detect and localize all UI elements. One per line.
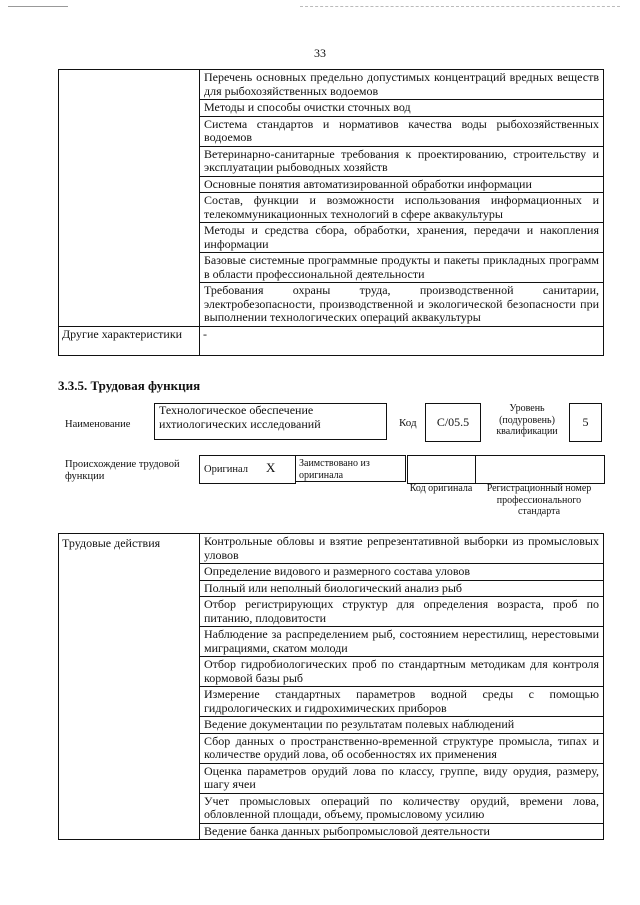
section-title: 3.3.5. Трудовая функция bbox=[58, 378, 201, 393]
labor-action-item: Учет промысловых операций по количеству орудий, времени лова, обловленной площади, объему, промысловому усилию bbox=[200, 794, 603, 824]
labor-action-item: Определение видового и размерного состава уловов bbox=[200, 564, 603, 581]
knowledge-item: Требования охраны труда, производственной санитарии, электробезопасности, производственной и экологической безопасности при выполнении технологических операций аквакультуры bbox=[204, 283, 599, 324]
level-label: Уровень (подуровень) квалификации bbox=[496, 403, 558, 437]
knowledge-items-cell bbox=[200, 70, 604, 327]
original-label: Оригинал bbox=[204, 464, 248, 475]
level-value-box: 5 bbox=[569, 403, 602, 442]
scan-mark bbox=[300, 6, 620, 7]
knowledge-item: Ветеринарно-санитарные требования к проектированию, строительству и эксплуатации рыбоводных хозяйств bbox=[200, 147, 603, 177]
labor-action-item: Отбор регистрирующих структур для определения возраста, проб по питанию, плодовитости bbox=[200, 597, 603, 627]
labor-action-item: Наблюдение за распределением рыб, состоянием нерестилищ, нерестовыми миграциями, скатом молоди bbox=[200, 627, 603, 657]
name-label: Наименование bbox=[65, 419, 131, 430]
knowledge-label-cell bbox=[59, 70, 200, 327]
labor-actions-label: Трудовые действия bbox=[59, 534, 200, 840]
original-code-box bbox=[407, 455, 476, 484]
code-value-box: C/05.5 bbox=[425, 403, 481, 442]
reg-number-caption: Регистрационный номер профессионального стандарта bbox=[486, 483, 592, 517]
borrowed-box: Заимствовано из оригинала bbox=[295, 455, 406, 482]
knowledge-item: Методы и способы очистки сточных вод bbox=[200, 100, 603, 117]
code-label: Код bbox=[399, 417, 417, 429]
page-number: 33 bbox=[314, 46, 326, 60]
original-box bbox=[199, 455, 296, 484]
labor-action-item: Ведение банка данных рыбопромысловой деятельности bbox=[204, 823, 490, 838]
reg-number-box bbox=[475, 455, 605, 484]
knowledge-item: Перечень основных предельно допустимых концентраций вредных веществ для рыбохозяйственных водоемов bbox=[200, 70, 603, 100]
knowledge-table bbox=[58, 69, 604, 356]
original-mark: X bbox=[266, 460, 276, 475]
labor-actions-cell bbox=[200, 534, 604, 840]
labor-action-item: Измерение стандартных параметров водной среды с помощью гидрологических и гидрохимических приборов bbox=[200, 687, 603, 717]
labor-action-item: Ведение документации по результатам полевых наблюдений bbox=[200, 717, 603, 734]
labor-action-item: Контрольные обловы и взятие репрезентативной выборки из промысловых уловов bbox=[200, 534, 603, 564]
original-code-caption: Код оригинала bbox=[409, 483, 473, 494]
other-characteristics-label: Другие характеристики bbox=[59, 326, 200, 355]
knowledge-item: Методы и средства сбора, обработки, хранения, передачи и накопления информации bbox=[200, 223, 603, 253]
labor-action-item: Отбор гидробиологических проб по стандартным методикам для контроля кормовой базы рыб bbox=[200, 657, 603, 687]
labor-action-item: Оценка параметров орудий лова по классу, группе, виду орудия, размеру, шагу ячеи bbox=[200, 764, 603, 794]
labor-action-item: Сбор данных о пространственно-временной структуре промысла, типах и количестве орудий лова, об особенностях их применения bbox=[200, 734, 603, 764]
labor-action-item: Полный или неполный биологический анализ рыб bbox=[200, 581, 603, 598]
knowledge-item: Система стандартов и нормативов качества воды рыбохозяйственных водоемов bbox=[200, 117, 603, 147]
origin-label: Происхождение трудовой функции bbox=[65, 459, 180, 482]
labor-actions-table bbox=[58, 533, 604, 840]
function-name-box: Технологическое обеспечение ихтиологических исследований bbox=[154, 403, 387, 440]
other-characteristics-value: - bbox=[200, 326, 604, 355]
knowledge-item: Состав, функции и возможности использования информационных и телекоммуникационных технологий в сфере аквакультуры bbox=[200, 193, 603, 223]
scan-mark bbox=[8, 6, 68, 7]
knowledge-item: Основные понятия автоматизированной обработки информации bbox=[200, 177, 603, 194]
knowledge-item: Базовые системные программные продукты и пакеты прикладных программ в области профессиональной деятельности bbox=[200, 253, 603, 283]
